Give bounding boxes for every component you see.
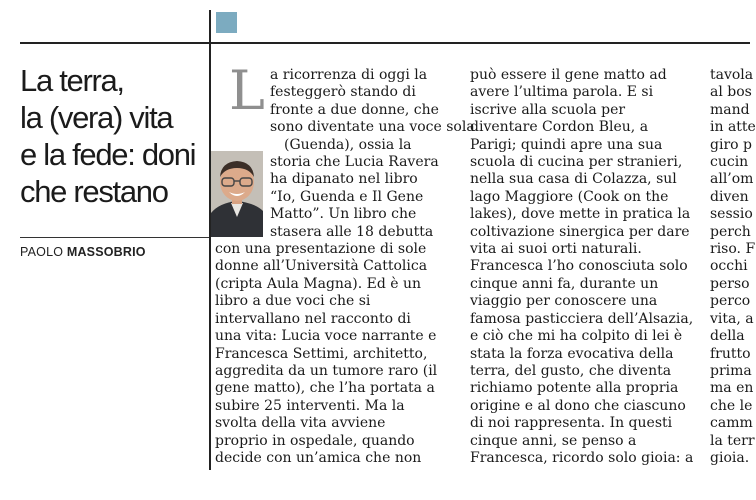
text-line: diventare Cordon Bleu, a	[470, 119, 649, 136]
headline-line: la (vera) vita	[20, 100, 173, 135]
text-line: all’om	[710, 171, 754, 188]
text-line: frutto	[710, 345, 751, 362]
text-line: origine e al dono che ciascuno	[470, 397, 686, 414]
text-line: proprio in ospedale, quando	[215, 432, 415, 449]
headline-line: che restano	[20, 174, 168, 209]
text-line: gene matto), che l’ha portata a	[215, 380, 435, 397]
author-last-name: MASSOBRIO	[66, 245, 146, 259]
text-line: della	[710, 328, 745, 345]
text-line: svolta della vita avviene	[215, 415, 386, 432]
text-line: con una presentazione di sole	[215, 241, 427, 258]
article-column-2	[470, 67, 695, 467]
byline-rule	[20, 237, 209, 238]
text-line: riso. F	[710, 241, 756, 258]
text-line: (Guenda), ossia la	[284, 136, 412, 153]
text-line: donne all’Università Cattolica	[215, 258, 428, 275]
text-line: decide con un’amica che non	[215, 449, 422, 466]
headline-line: La terra,	[20, 63, 124, 98]
text-line: perco	[710, 293, 751, 310]
text-line: e ciò che mi ha colpito di lei è	[470, 328, 683, 345]
text-line: lakes), dove mette in pratica la	[470, 206, 691, 223]
text-line: una vita: Lucia voce narrante e	[215, 328, 437, 345]
text-line: in atte	[710, 119, 756, 136]
headline	[20, 62, 206, 210]
article-column-3	[710, 67, 756, 467]
text-line: terra, del gusto, che diventa	[470, 362, 672, 379]
text-line: Matto”. Un libro che	[270, 206, 417, 223]
byline	[20, 245, 146, 259]
text-line: aggredita da un tumore raro (il	[215, 362, 438, 379]
text-line: stasera alle 18 debutta	[270, 223, 434, 240]
text-line: Francesca, ricordo solo gioia: a	[470, 449, 694, 466]
text-line: perch	[710, 223, 751, 240]
text-line: fronte a due donne, che	[270, 101, 439, 118]
headline-line: e la fede: doni	[20, 137, 196, 172]
text-line: Francesca Settimi, architetto,	[215, 345, 428, 362]
text-line: diven	[710, 188, 749, 205]
text-line: perso	[710, 275, 750, 292]
section-marker-square	[216, 12, 237, 33]
text-line: tavola	[710, 67, 754, 83]
text-line: ma en	[710, 380, 754, 397]
text-line: sessio	[710, 206, 753, 223]
text-line: coltivazione sinergica per dare	[470, 223, 690, 240]
text-line: occhi	[710, 258, 748, 275]
top-rule	[20, 42, 750, 44]
text-line: mand	[710, 101, 750, 118]
text-line: vita, a	[710, 310, 754, 327]
text-line: intervallano nel racconto di	[215, 310, 411, 327]
text-line: la terr	[710, 432, 755, 449]
text-line: camm	[710, 415, 753, 432]
text-line: può essere il gene matto ad	[470, 67, 667, 83]
article-column-1	[215, 67, 475, 467]
text-line: cinque anni, se penso a	[470, 432, 637, 449]
text-line: di noi rappresenta. In questi	[470, 415, 673, 432]
text-line: Francesca l’ho conosciuta solo	[470, 258, 688, 275]
text-line: sono diventate una voce sola	[270, 119, 475, 136]
text-line: stata la forza evocativa della	[470, 345, 674, 362]
text-line: viaggio per conoscere una	[470, 293, 658, 310]
column-divider	[209, 10, 211, 470]
text-line: scuola di cucina per stranieri,	[470, 154, 683, 171]
text-line: “Io, Guenda e Il Gene	[270, 188, 424, 205]
text-line: gioia.	[710, 449, 750, 466]
text-line: libro a due voci che si	[215, 293, 371, 310]
text-line: Parigi; quindi apre una sua	[470, 136, 663, 153]
text-line: cucin	[710, 154, 749, 171]
text-line: al bos	[710, 84, 752, 101]
drop-cap: L	[229, 59, 265, 122]
text-line: prima	[710, 362, 752, 379]
text-line: famosa pasticciera dell’Alsazia,	[470, 310, 694, 327]
text-line: lago Maggiore (Cook on the	[470, 188, 669, 205]
text-line: che le	[710, 397, 753, 414]
author-first-name: PAOLO	[20, 245, 64, 259]
text-line: ha dipanato nel libro	[270, 171, 418, 188]
text-line: (cripta Aula Magna). Ed è un	[215, 275, 422, 292]
text-line: a ricorrenza di oggi la	[270, 67, 428, 83]
text-line: richiamo potente alla propria	[470, 380, 679, 397]
text-line: giro p	[710, 136, 752, 153]
text-line: vita ai suoi orti naturali.	[470, 241, 642, 258]
text-line: avere l’ultima parola. E si	[470, 84, 654, 101]
text-line: nella sua casa di Colazza, sul	[470, 171, 677, 188]
text-line: storia che Lucia Ravera	[270, 154, 439, 171]
text-line: iscrive alla scuola per	[470, 101, 626, 118]
text-line: cinque anni fa, durante un	[470, 275, 659, 292]
text-line: festeggerò stando di	[270, 84, 416, 101]
text-line: subire 25 interventi. Ma la	[215, 397, 405, 414]
